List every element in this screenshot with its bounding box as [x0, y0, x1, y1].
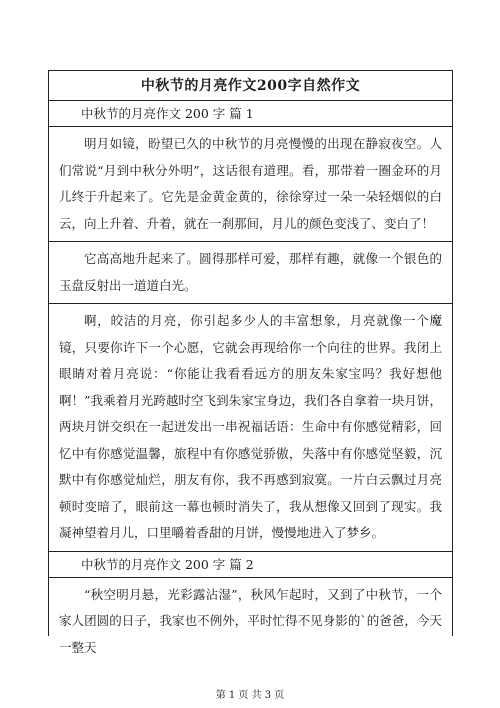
section-2-paragraph-1: “秋空明月悬，光彩露沾湿”，秋风乍起时，又到了中秋节，一个家人团圆的日子，我家也不例外，平时忙得不见身影的`的爸爸，今天一整天: [59, 586, 442, 655]
section-1-paragraph-1: 明月如镜，盼望已久的中秋节的月亮慢慢的出现在静寂夜空。人们常说“月到中秋分外明”，这话很有道理。看，那带着一圈金环的月儿终于升起来了。它先是金黄金黄的，徐徐穿过一朵一朵轻烟似的白云，向上升着、升着，就在一刹那间，月儿的颜色变浅了、变白了！: [49, 127, 452, 242]
section-1-heading: 中秋节的月亮作文 200 字 篇 1: [49, 101, 452, 127]
document-title: 中秋节的月亮作文200字自然作文: [49, 71, 452, 101]
section-2-heading: 中秋节的月亮作文 200 字 篇 2: [49, 552, 452, 578]
section-1-paragraph-2: 它高高地升起来了。圆得那样可爱，那样有趣，就像一个银色的玉盘反射出一道道白光。: [49, 242, 452, 304]
page-number: 第 1 页 共 3 页: [215, 690, 285, 701]
document-table: [48, 70, 453, 655]
section-1-paragraph-3: 啊，皎洁的月亮，你引起多少人的丰富想象，月亮就像一个魔镜，只要你许下一个心愿，它就会再现给你一个向往的世界。我闭上眼睛对着月亮说：“你能让我看看远方的朋友朱家宝吗？我好想他啊！”我乘着月光跨越时空飞到朱家宝身边，我们各自拿着一块月饼，两块月饼交织在一起迸发出一串祝福话语：生命中有你感觉精彩，回忆中有你感觉温馨，旅程中有你感觉骄傲，失落中有你感觉坚毅，沉默中有你感觉灿烂，朋友有你，我不再感到寂寞。一片白云飘过月亮顿时变暗了，眼前这一幕也顿时消失了，我从想像又回到了现实。我凝神望着月儿，口里嚼着香甜的月饼，慢慢地进入了梦乡。: [49, 304, 452, 552]
